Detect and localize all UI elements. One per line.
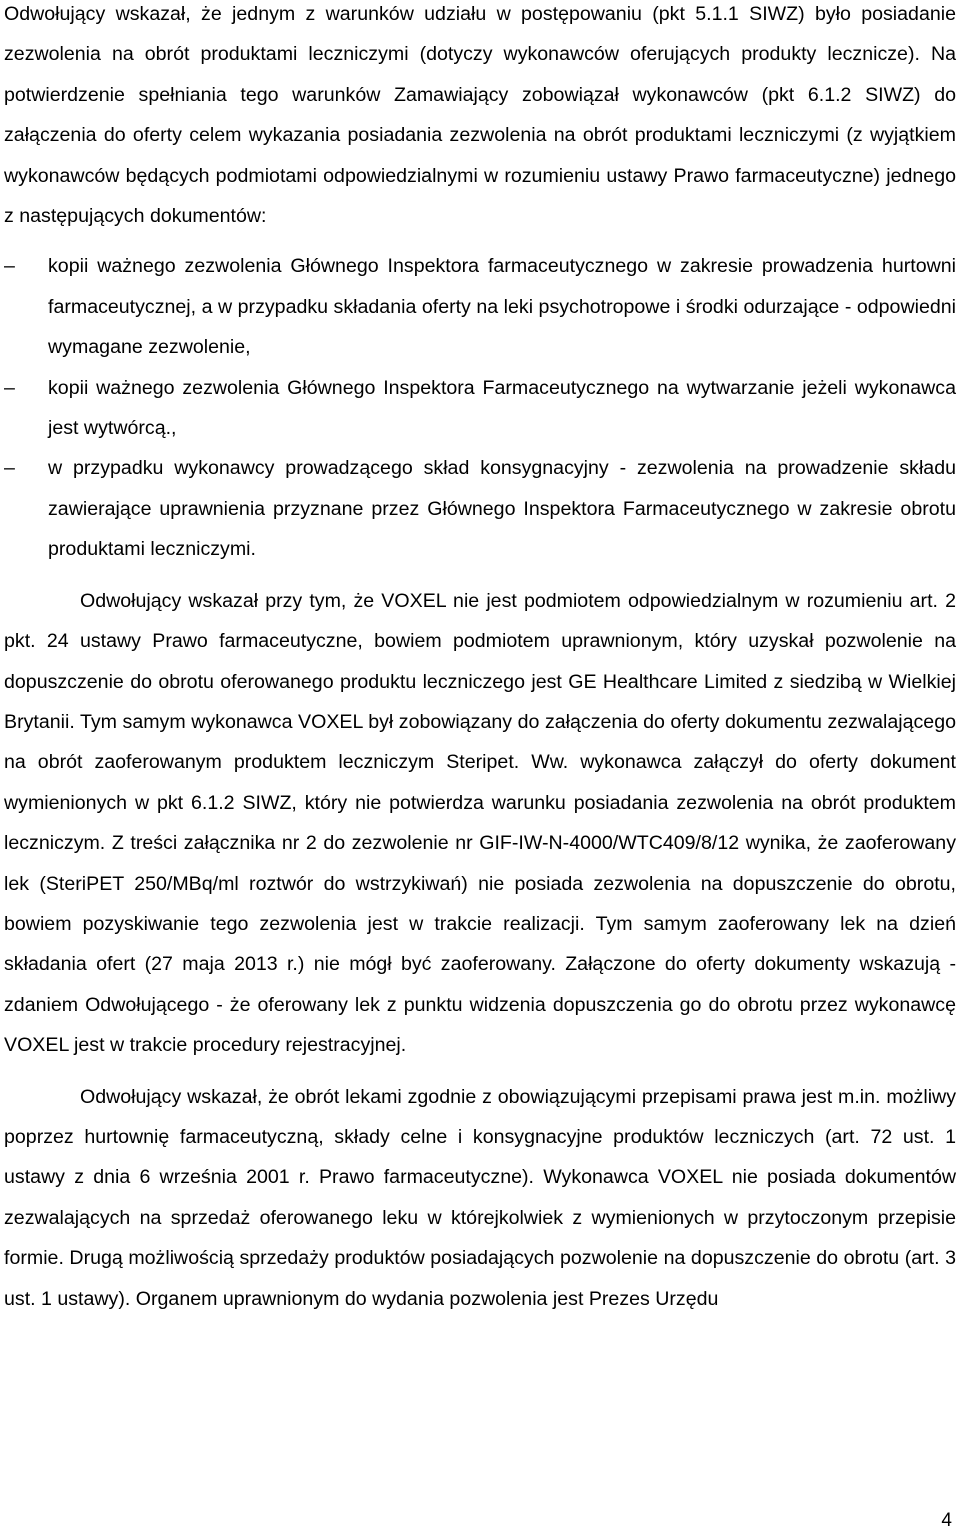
page-number: 4	[941, 1510, 952, 1531]
list-item	[4, 368, 956, 449]
paragraph-gap	[4, 570, 956, 581]
dash-bullet-icon: –	[4, 255, 15, 278]
paragraph-gap	[4, 1066, 956, 1077]
list-item-text: kopii ważnego zezwolenia Głównego Inspektora Farmaceutycznego na wytwarzanie jeżeli wykonawca jest wytwórcą.,	[48, 376, 956, 440]
dash-bullet-icon: –	[4, 457, 15, 480]
paragraph-gap	[4, 236, 956, 246]
list-item-text: w przypadku wykonawcy prowadzącego skład konsygnacyjny - zezwolenia na prowadzenie składu zawierające uprawnienia przyznane przez Głównego Inspektora Farmaceutycznego w zakresie obrotu produktami leczniczymi.	[48, 457, 956, 561]
paragraph-voxel-status: Odwołujący wskazał przy tym, że VOXEL nie jest podmiotem odpowiedzialnym w rozumieniu art. 2 pkt. 24 ustawy Prawo farmaceutyczne, bowiem podmiotem uprawnionym, który uzyskał pozwolenie na dopuszczenie do obrotu oferowanego produktu leczniczego jest GE Healthcare Limited z siedzibą w Wielkiej Brytanii. Tym samym wykonawca VOXEL był zobowiązany do załączenia do oferty dokumentu zezwalającego na obrót zaoferowanym produktem leczniczym Steripet. Ww. wykonawca załączył do oferty dokument wymienionych w pkt 6.1.2 SIWZ, który nie potwierdza warunku posiadania zezwolenia na obrót produktem leczniczym. Z treści załącznika nr 2 do zezwolenie nr GIF-IW-N-4000/WTC409/8/12 wynika, że zaoferowany lek (SteriPET 250/MBq/ml roztwór do wstrzykiwań) nie posiada zezwolenia na dopuszczenie do obrotu, bowiem pozyskiwanie tego zezwolenia jest w trakcie realizacji. Tym samym zaoferowany lek na dzień składania ofert (27 maja 2013 r.) nie mógł być zaoferowany. Załączone do oferty dokumenty wskazują - zdaniem Odwołującego - że oferowany lek z punktu widzenia dopuszczenia go do obrotu przez wykonawcę VOXEL jest w trakcie procedury rejestracyjnej.	[4, 589, 956, 1057]
paragraph-conditions: Odwołujący wskazał, że jednym z warunków udziału w postępowaniu (pkt 5.1.1 SIWZ) było posiadanie zezwolenia na obrót produktami leczniczymi (dotyczy wykonawców oferujących produkty lecznicze). Na potwierdzenie spełniania tego warunków Zamawiający zobowiązał wykonawców (pkt 6.1.2 SIWZ) do załączenia do oferty celem wykazania posiadania zezwolenia na obrót produktami leczniczymi (z wyjątkiem wykonawców będących podmiotami odpowiedzialnymi w rozumieniu ustawy Prawo farmaceutyczne) jednego z następujących dokumentów:	[4, 3, 956, 228]
dash-bullet-icon: –	[4, 376, 15, 399]
list-item	[4, 246, 956, 367]
list-item	[4, 448, 956, 569]
document-page	[4, 0, 956, 1319]
required-documents-list	[4, 246, 956, 569]
paragraph-trade-rules: Odwołujący wskazał, że obrót lekami zgodnie z obowiązującymi przepisami prawa jest m.in. możliwy poprzez hurtownię farmaceutyczną, składy celne i konsygnacyjne produktów leczniczych (art. 72 ust. 1 ustawy z dnia 6 września 2001 r. Prawo farmaceutyczne). Wykonawca VOXEL nie posiada dokumentów zezwalających na sprzedaż oferowanego leku w którejkolwiek z wymienionych w przytoczonym przepisie formie. Drugą możliwością sprzedaży produktów posiadających pozwolenie na dopuszczenie do obrotu (art. 3 ust. 1 ustawy). Organem uprawnionym do wydania pozwolenia jest Prezes Urzędu	[4, 1085, 956, 1310]
list-item-text: kopii ważnego zezwolenia Głównego Inspektora farmaceutycznego w zakresie prowadzenia hurtowni farmaceutycznej, a w przypadku składania oferty na leki psychotropowe i środki odurzające - odpowiedni wymagane zezwolenie,	[48, 255, 956, 359]
